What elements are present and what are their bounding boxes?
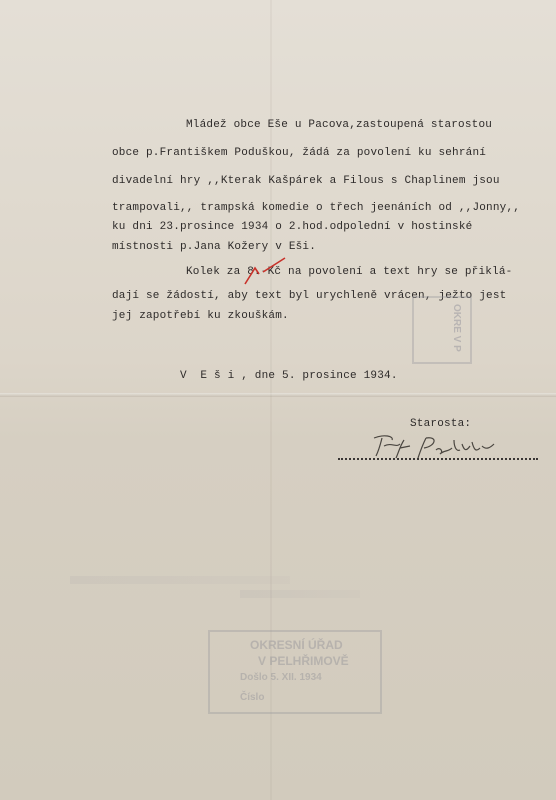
faded-stamp-small-text: OKRE V P xyxy=(451,304,462,352)
body-line-5: ku dni 23.prosince 1934 o 2.hod.odpolední v hostinské xyxy=(112,221,473,233)
registry-stamp-line-1: OKRESNÍ ÚŘAD xyxy=(250,638,343,652)
body-line-8: dají se žádostí, aby text byl urychleně vrácen, ježto jest xyxy=(112,290,507,302)
registry-stamp xyxy=(208,630,382,714)
signatory-title: Starosta: xyxy=(410,418,472,430)
signature-line xyxy=(338,450,538,460)
faded-text-trace xyxy=(70,576,290,584)
faded-stamp-small xyxy=(412,296,472,364)
faded-text-trace-2 xyxy=(240,590,360,598)
body-line-4: trampovali,, trampská komedie o třech jeenáních od ,,Jonny,, xyxy=(112,202,521,214)
registry-stamp-line-2: V PELHŘIMOVĚ xyxy=(258,654,349,668)
registry-stamp-line-3: Došlo 5. XII. 1934 xyxy=(240,672,322,683)
body-line-2: obce p.Františkem Poduškou, žádá za povolení ku sehrání xyxy=(112,147,487,159)
body-line-1: Mládež obce Eše u Pacova,zastoupená starostou xyxy=(186,119,493,131)
body-line-6: místnosti p.Jana Kožery v Eši. xyxy=(112,241,317,253)
registry-stamp-line-4: Číslo xyxy=(240,692,265,703)
body-line-3: divadelní hry ,,Kterak Kašpárek a Filous s Chaplinem jsou xyxy=(112,175,500,187)
paper-fold xyxy=(0,393,556,397)
body-line-7: Kolek za 8.-Kč na povolení a text hry se přiklá- xyxy=(186,266,513,278)
body-line-9: jej zapotřebí ku zkouškám. xyxy=(112,310,289,322)
place-and-date: V E š i , dne 5. prosince 1934. xyxy=(180,370,398,382)
red-correction-mark xyxy=(225,254,295,300)
